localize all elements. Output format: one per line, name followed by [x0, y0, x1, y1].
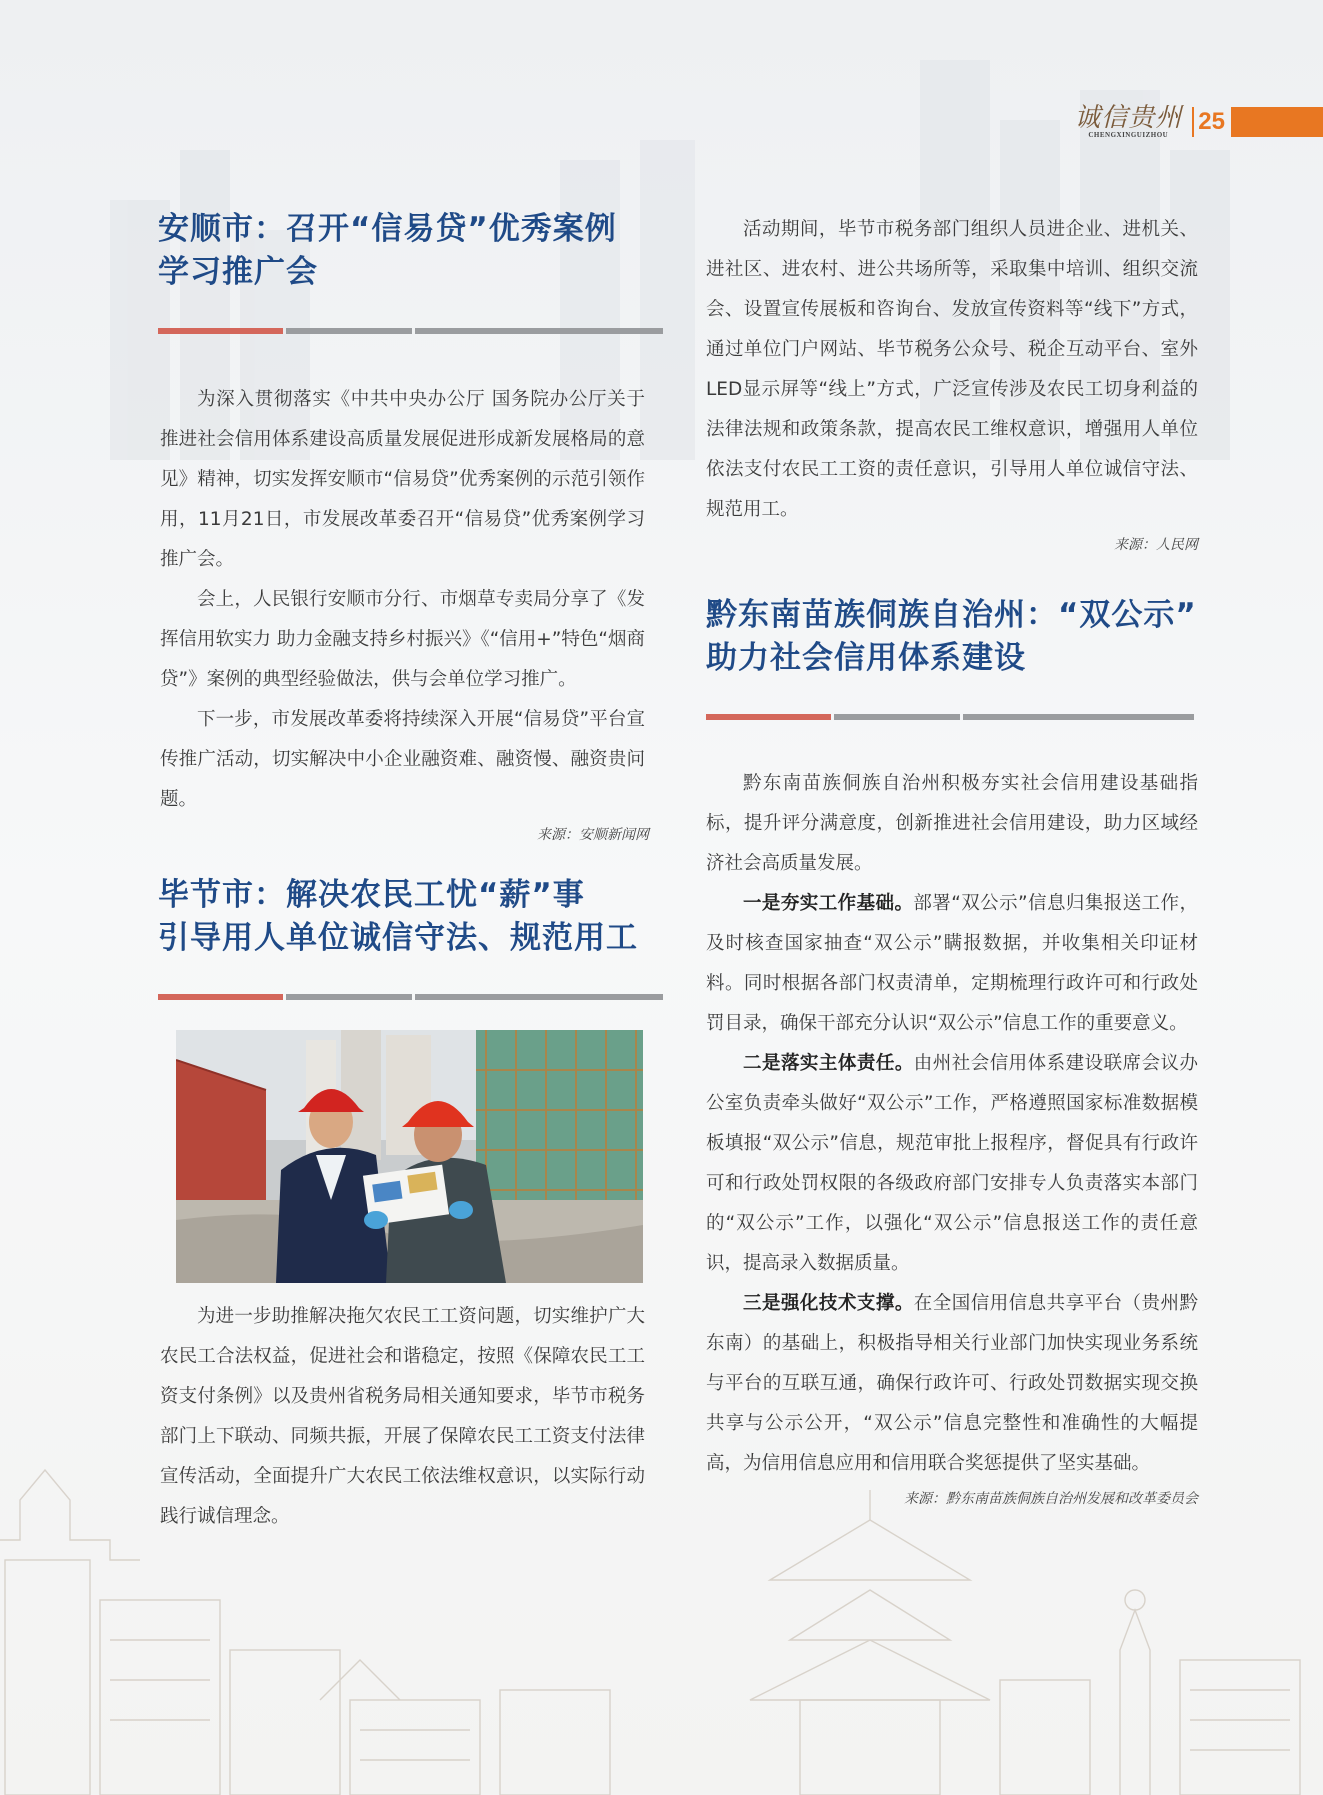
- article-source: 来源：人民网: [1114, 537, 1198, 553]
- article-title: [706, 594, 1198, 680]
- article-title: [158, 208, 663, 294]
- paragraph-text: 由州社会信用体系建设联席会议办公室负责牵头做好“双公示”工作，严格遵照国家标准数据模板填报“双公示”信息，规范审批上报程序，督促具有行政许可和行政处罚权限的各级政府部门安排专人负责落实本部门的“双公示”工作，以强化“双公示”信息报送工作的责任意识，提高录入数据质量。: [706, 1053, 1198, 1274]
- article-photo: [176, 1030, 643, 1283]
- article-body: [158, 380, 663, 820]
- paragraph: [706, 1044, 1198, 1284]
- logo-title: 诚信贵州: [1074, 103, 1183, 133]
- article-title: [158, 874, 663, 960]
- article-qiandongnan: [706, 594, 1198, 1508]
- article-title-line: 安顺市：召开“信易贷”优秀案例: [158, 211, 617, 247]
- paragraph: 为深入贯彻落实《中共中央办公厅 国务院办公厅关于推进社会信用体系建设高质量发展促进形成新发展格局的意见》精神，切实发挥安顺市“信易贷”优秀案例的示范引领作用，11月21日，市发展改革委召开“信易贷”优秀案例学习推广会。: [160, 389, 645, 570]
- article-bijie: [158, 874, 663, 1537]
- article-source: 来源：安顺新闻网: [537, 827, 649, 843]
- article-title-line: 助力社会信用体系建设: [706, 640, 1026, 676]
- masthead: [1074, 105, 1323, 139]
- article-body-right: [706, 210, 1198, 530]
- article-source: 来源：黔东南苗族侗族自治州发展和改革委员会: [904, 1491, 1198, 1507]
- title-underline: [158, 994, 663, 1000]
- title-underline: [158, 328, 663, 334]
- paragraph-lead: 三是强化技术支撑。: [743, 1293, 914, 1314]
- paragraph: 为进一步助推解决拖欠农民工工资问题，切实维护广大农民工合法权益，促进社会和谐稳定，按照《保障农民工工资支付条例》以及贵州省税务局相关通知要求，毕节市税务部门上下联动、同频共振，开展了保障农民工工资支付法律宣传活动，全面提升广大农民工依法维权意识，以实际行动践行诚信理念。: [160, 1306, 645, 1527]
- paragraph: 会上，人民银行安顺市分行、市烟草专卖局分享了《发挥信用软实力 助力金融支持乡村振兴》《“信用+”特色“烟商贷”》案例的典型经验做法，供与会单位学习推广。: [160, 589, 645, 690]
- article-anshun: [158, 208, 663, 844]
- paragraph-lead: 一是夯实工作基础。: [743, 893, 914, 914]
- paragraph: [706, 884, 1198, 1044]
- left-column: [158, 208, 663, 1537]
- paragraph-text: 在全国信用信息共享平台（贵州黔东南）的基础上，积极指导相关行业部门加快实现业务系统与平台的互联互通，确保行政许可、行政处罚数据实现交换共享与公示公开，“双公示”信息完整性和准确性的大幅提高，为信用信息应用和信用联合奖惩提供了坚实基础。: [706, 1293, 1198, 1474]
- paragraph: 下一步，市发展改革委将持续深入开展“信易贷”平台宣传推广活动，切实解决中小企业融资难、融资慢、融资贵问题。: [160, 709, 645, 810]
- paragraph: 活动期间，毕节市税务部门组织人员进企业、进机关、进社区、进农村、进公共场所等，采取集中培训、组织交流会、设置宣传展板和咨询台、发放宣传资料等“线下”方式，通过单位门户网站、毕节税务公众号、税企互动平台、室外LED显示屏等“线上”方式，广泛宣传涉及农民工切身利益的法律法规和政策条款，提高农民工维权意识，增强用人单位依法支付农民工工资的责任意识，引导用人单位诚信守法、规范用工。: [706, 219, 1198, 520]
- magazine-logo: [1074, 105, 1182, 139]
- article-title-line: 引导用人单位诚信守法、规范用工: [158, 920, 638, 956]
- title-underline: [706, 714, 1194, 720]
- paragraph-lead: 二是落实主体责任。: [743, 1053, 914, 1074]
- article-title-line: 黔东南苗族侗族自治州：“双公示”: [706, 597, 1197, 633]
- article-body-left: [158, 1297, 663, 1537]
- page-number: 25: [1198, 108, 1225, 135]
- masthead-divider: [1192, 107, 1194, 137]
- paragraph: 黔东南苗族侗族自治州积极夯实社会信用建设基础指标，提升评分满意度，创新推进社会信用建设，助力区域经济社会高质量发展。: [706, 773, 1198, 874]
- logo-pinyin: CHENGXINGUIZHOU: [1088, 131, 1169, 139]
- article-body: [706, 764, 1198, 1484]
- photo-workers-reading-brochure: [176, 1030, 643, 1283]
- paragraph: [706, 1284, 1198, 1484]
- masthead-accent-bar: [1231, 107, 1323, 137]
- article-title-line: 学习推广会: [158, 254, 318, 290]
- article-title-line: 毕节市：解决农民工忧“薪”事: [158, 877, 585, 913]
- right-column: [706, 208, 1198, 1508]
- paragraph-text: 部署“双公示”信息归集报送工作，及时核查国家抽查“双公示”瞒报数据，并收集相关印证材料。同时根据各部门权责清单，定期梳理行政许可和行政处罚目录，确保干部充分认识“双公示”信息工作的重要意义。: [706, 893, 1198, 1034]
